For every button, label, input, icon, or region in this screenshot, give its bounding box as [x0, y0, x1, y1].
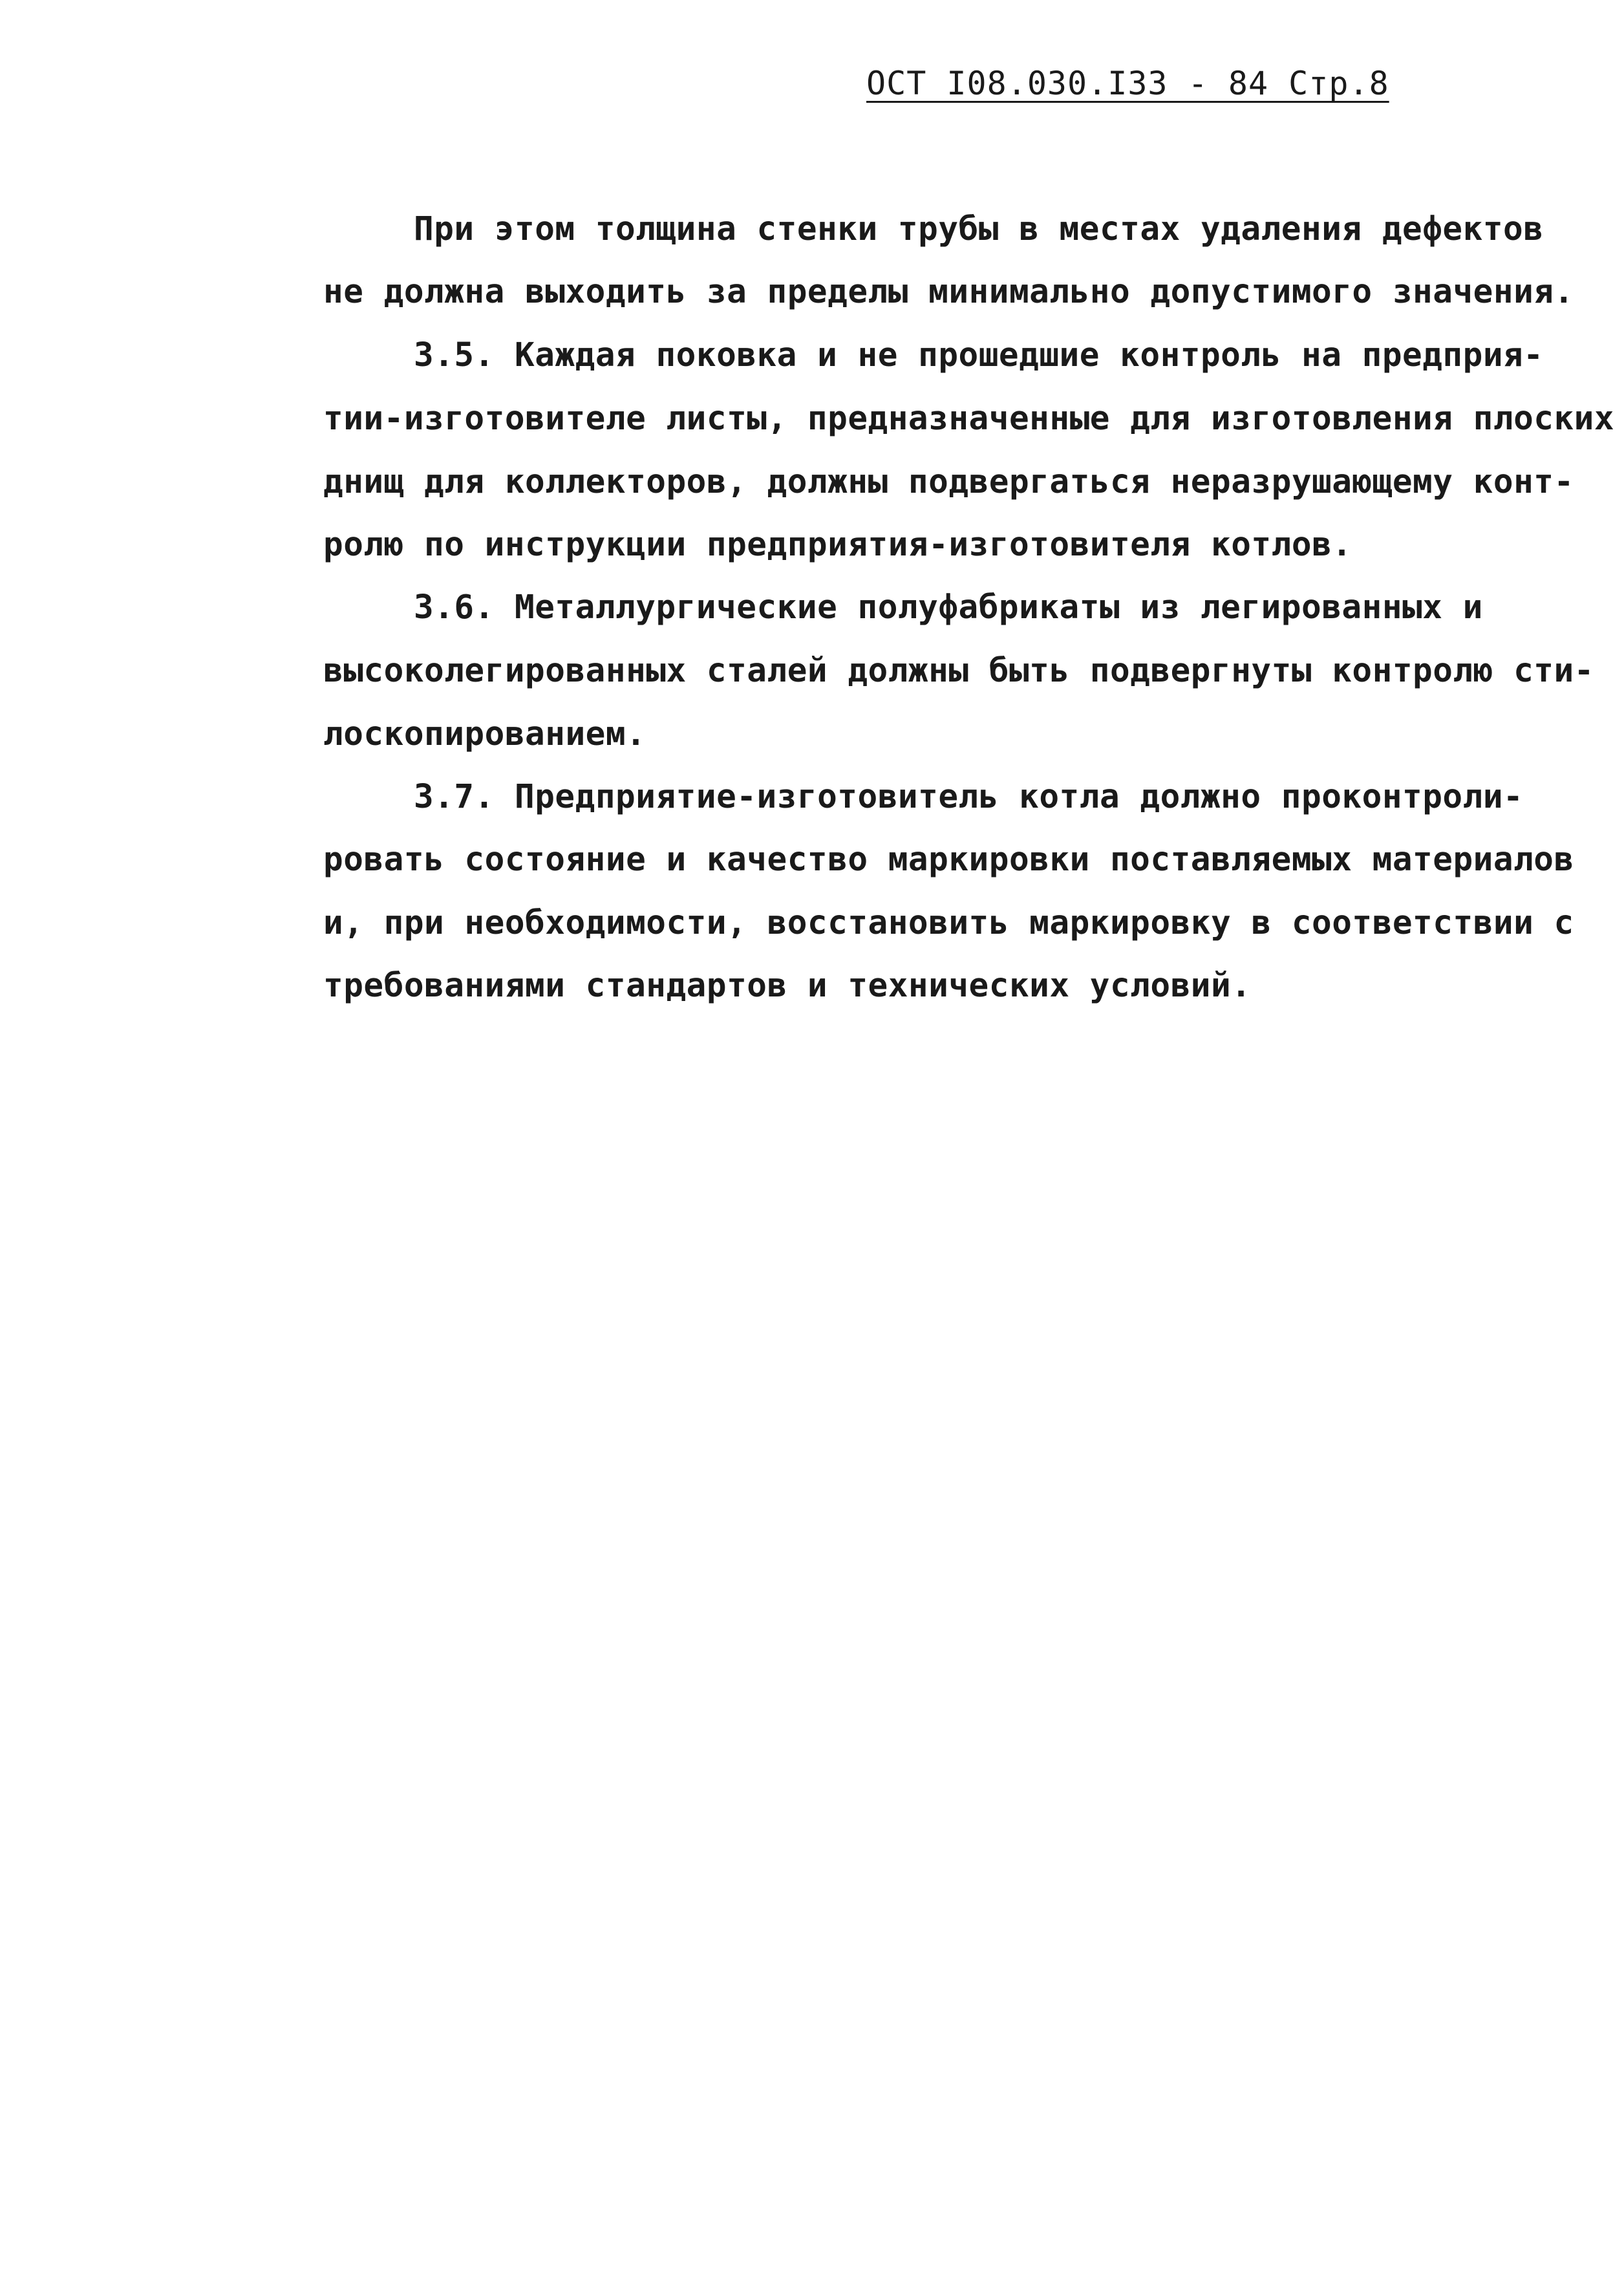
text-line: При этом толщина стенки трубы в местах удаления дефектов	[414, 210, 1544, 248]
paragraph-3-7-start: 3.7. Предприятие-изготовитель котла должно проконтроли-	[414, 778, 1524, 816]
text-line: ровать состояние и качество маркировки поставляемых материалов	[323, 841, 1574, 879]
text-line: днищ для коллекторов, должны подвергаться неразрушающему конт-	[323, 463, 1574, 501]
text-line: лоскопированием.	[323, 715, 646, 753]
text-line: не должна выходить за пределы минимально допустимого значения.	[323, 273, 1574, 311]
paragraph-3-5-start: 3.5. Каждая поковка и не прошедшие контроль на предприя-	[414, 336, 1544, 374]
page-header-designation: ОСТ I08.030.I33 - 84 Стр.8	[866, 65, 1389, 102]
text-line: тии-изготовителе листы, предназначенные для изготовления плоских	[323, 400, 1615, 438]
text-line: и, при необходимости, восстановить маркировку в соответствии с	[323, 904, 1574, 942]
text-line: требованиями стандартов и технических условий.	[323, 967, 1252, 1005]
paragraph-3-6-start: 3.6. Металлургические полуфабрикаты из легированных и	[414, 588, 1483, 627]
text-line: ролю по инструкции предприятия-изготовителя котлов.	[323, 526, 1352, 564]
text-line: высоколегированных сталей должны быть подвергнуты контролю сти-	[323, 652, 1594, 690]
